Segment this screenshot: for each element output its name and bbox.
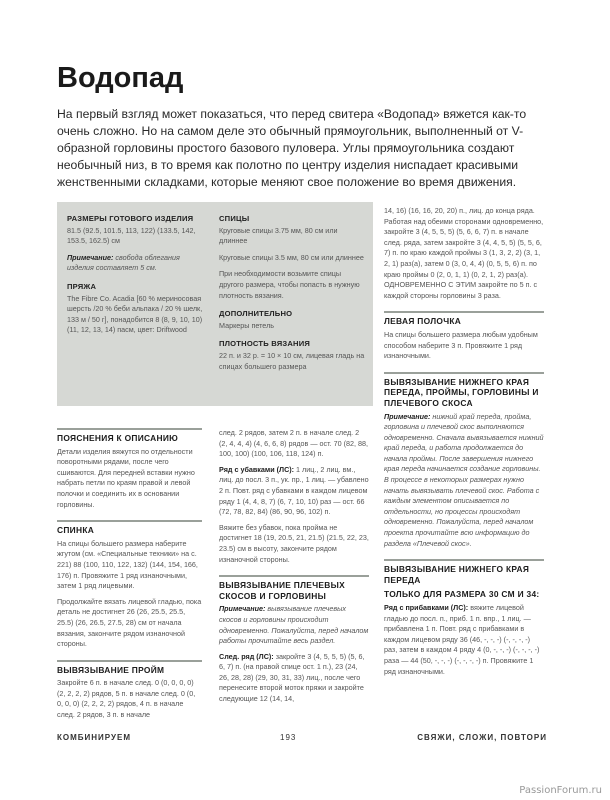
left-front-heading: ЛЕВАЯ ПОЛОЧКА (384, 311, 544, 327)
left-front-text: На спицы большего размера любым удобным способом наберите 3 п. Провяжите 1 ряд изнаночными. (384, 329, 538, 361)
increase-label: Ряд с прибавками (ЛС): (384, 603, 469, 612)
intro-paragraph: На первый взгляд может показаться, что перед свитера «Водопад» вяжется как-то очень сложно. Но на самом деле это обычный прямоугольник, выполненный от V-образной горловины простого базового пуловера. Углы прямоугольника создают необычный низ, в то время как полотно по центру изделия ниспадает красивыми женственными складками, которые меняют свое положение во время движения. (57, 107, 527, 189)
back-text-2: Продолжайте вязать лицевой гладью, пока деталь не достигнет 26 (26, 25.5, 25.5, 25.5) (26, 26.5, 27.5, 28) см от начала вязания, закончите рядом изнаночной стороны. (57, 596, 202, 649)
extra-heading: ДОПОЛНИТЕЛЬНО (219, 309, 293, 319)
col2-text-2: Вяжите без убавок, пока пройма не достигнет 18 (19, 20.5, 21, 21.5) (21.5, 22, 23, 23.5) см в высоту, закончите рядом изнаночной стороны. (219, 522, 369, 564)
back-heading: СПИНКА (57, 520, 202, 536)
armhole-text: Закройте 6 п. в начале след. 0 (0, 0, 0, 0) (2, 2, 2, 2) рядов, 5 п. в начале след. 0 (0, 0, 0, 0) (2, 2, 2, 2) рядов, 4 п. в начале след. 2 рядов, 3 п. в начале (57, 678, 196, 720)
note-label: Примечание: (219, 604, 266, 614)
page-title: Водопад (57, 62, 184, 94)
armhole-heading: ВЫВЯЗЫВАНИЕ ПРОЙМ (57, 660, 202, 676)
lower-front-heading: ВЫВЯЗЫВАНИЕ НИЖНЕГО КРАЯ ПЕРЕДА (384, 559, 544, 585)
shoulders-note (219, 604, 369, 646)
note-text: нижний край переда, пройма, горловина и плечевой скос выполняются одновременно. Сначала вывязывается нижний край переда, и работа продолжается до начала проймы. После завершения нижнего края переда начинается создание горловины. В процессе в некоторых размерах нужно начать вывязывать плечевой скос. Работа с каждым элементом описывается по отдельности, но процессы происходят одновременно. Пожалуйста, перед началом проекта прочитайте всю информацию до раздела «Плечевой скос». (384, 411, 544, 548)
decrease-label: Ряд с убавками (ЛС): (219, 464, 295, 474)
back-text-1: На спицы большего размера наберите жгутом (см. «Специальные техники» на с. 221) 88 (100, 110, 122, 132) (144, 154, 166, 176) п. Провяжите 1 ряд изнаночными, затем 1 ряд лицевыми. (57, 538, 198, 591)
page-number: 193 (280, 733, 297, 742)
yarn-text: The Fibre Co. Acadia [60 % мериносовая шерсть /20 % беби альпака / 20 % шелк, 133 м / 50 г], понадобится 8 (8, 9, 10, 10) (11, 12, 13, 14) пасм, цвет: Driftwood (67, 293, 203, 335)
extra-text: Маркеры петель (219, 320, 275, 330)
note-label: Примечание: (384, 411, 431, 421)
column-3 (384, 206, 544, 682)
lower-edge-note (384, 412, 544, 550)
needles-text-2: Круговые спицы 3.5 мм, 80 см или длиннее (219, 252, 364, 262)
col3-text-1: 14, 16) (16, 16, 20, 20) п., лиц. до конца ряда. Работая над обеими сторонами одновременно, закройте 3 (4, 5, 5, 5) (5, 6, 6, 7) п. в начале след. ряда, затем закройте 3 (4, 4, 5, 5) (5, 5, 6, 7) п. по краю каждой проймы 3 (1, 3, 2, 2) (3, 1, 2, 1) раз(а), затем 0 (3, 0, 4, 4) (0, 5, 5, 6) п. по краю проймы 0 (2, 0, 1, 1) (0, 2, 1, 2) раз(а). ОДНОВРЕМЕННО С ЭТИМ закройте по 5 п. с каждой стороны горловины 3 раза. (384, 206, 544, 300)
footer-section: КОМБИНИРУЕМ (57, 733, 132, 742)
next-row-label: След. ряд (ЛС): (219, 651, 274, 661)
next-row-text: закройте 3 (4, 5, 5, 5) (5, 6, 6, 7) п. (на правой спице ост. 1 п.), 23 (24, 26, 28, 28) (29, 30, 31, 33) лиц., после чего перенесите второй моток пряжи и закройте следующие 12 (14, 14, (219, 651, 365, 704)
increase-text: вяжите лицевой гладью до посл. п., приб. 1 п. впр., 1 лиц. — прибавлена 1 п. Повт. ряд с прибавками в каждом лицевом ряду 36 (46, -, -, -) (-, -, -, -) раз, затем в каждом 4 ряду 4 (0, -, -, -) (-, -, -, -) раза — 44 (50, -, -, -) (-, -, -, -) п. Провяжите 1 ряд изнаночными. (384, 603, 540, 676)
notes-text: Детали изделия вяжутся по отдельности поворотными рядами, после чего сшиваются. Для передней вставки нужно набрать петли по краям правой и левой полочки и соединить их в основании горловины. (57, 446, 195, 509)
needles-text-1: Круговые спицы 3.75 мм, 80 см или длиннее (219, 225, 338, 246)
column-2 (219, 428, 369, 710)
materials-box (57, 202, 373, 406)
materials-right-column (219, 214, 365, 378)
next-row (219, 652, 369, 705)
yarn-heading: ПРЯЖА (67, 281, 97, 291)
materials-left-column (67, 214, 207, 342)
watermark: PassionForum.ru (519, 785, 602, 796)
decrease-row (219, 465, 369, 518)
decrease-text: 1 лиц., 2 лиц. вм., лиц. до посл. 3 п., ук. пр., 1 лиц. — убавлено 2 п. Повт. ряд с убавками в каждом лицевом ряду 1 (4, 4, 8, 7) (6, 7, 10, 10) раз — ост. 66 (72, 78, 82, 84) (86, 90, 96, 102) п. (219, 464, 369, 517)
col2-text-1: след. 2 рядов, затем 2 п. в начале след. 2 (2, 4, 4, 4) (4, 6, 6, 8) рядов — ост. 70 (82, 88, 100, 100) (100, 106, 118, 124) п. (219, 428, 368, 459)
size-only-heading: ТОЛЬКО ДЛЯ РАЗМЕРА 30 СМ И 34: (384, 589, 540, 600)
gauge-heading: ПЛОТНОСТЬ ВЯЗАНИЯ (219, 339, 311, 349)
note-text: свобода облегания изделия составляет 5 см. (67, 252, 180, 273)
shoulders-heading: ВЫВЯЗЫВАНИЕ ПЛЕЧЕВЫХ СКОСОВ И ГОРЛОВИНЫ (219, 575, 369, 601)
lower-edge-heading: ВЫВЯЗЫВАНИЕ НИЖНЕГО КРАЯ ПЕРЕДА, ПРОЙМЫ, ГОРЛОВИНЫ И ПЛЕЧЕВОГО СКОСА (384, 372, 544, 409)
gauge-text: 22 п. и 32 р. = 10 × 10 см, лицевая гладь на спицах большего размера (219, 350, 365, 371)
sizes-text: 81.5 (92.5, 101.5, 113, 122) (133.5, 142, 153.5, 162.5) см (67, 225, 196, 246)
note-text: вывязывание плечевых скосов и горловины происходит одновременно. Пожалуйста, перед началом работы прочитайте весь раздел. (219, 604, 369, 646)
needles-text-3: При необходимости возьмите спицы другого размера, чтобы попасть в нужную плотность вязания. (219, 269, 360, 300)
sizes-heading: РАЗМЕРЫ ГОТОВОГО ИЗДЕЛИЯ (67, 214, 194, 223)
increase-row (384, 603, 544, 677)
sizes-note (67, 253, 207, 274)
column-1 (57, 428, 202, 726)
note-label: Примечание: (67, 252, 114, 262)
needles-heading: СПИЦЫ (219, 214, 250, 223)
notes-heading: ПОЯСНЕНИЯ К ОПИСАНИЮ (57, 428, 202, 444)
footer-book-title: СВЯЖИ, СЛОЖИ, ПОВТОРИ (417, 733, 547, 742)
